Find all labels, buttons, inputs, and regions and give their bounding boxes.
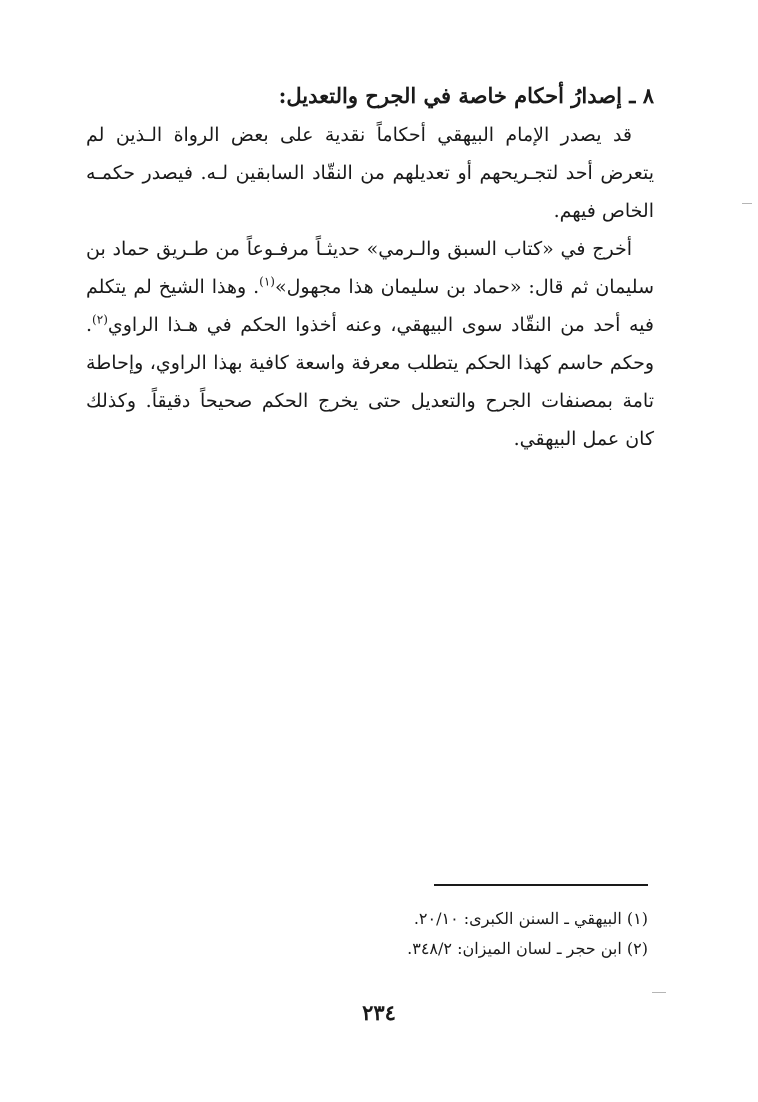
page-number: ٢٣٤ [362,1000,396,1025]
paragraph-2 [86,230,654,458]
paragraph-1 [86,116,654,230]
paragraph-2-part-2: . وهذا الشيخ لم يتكلم فيه أحد من النقّاد سوى البيهقي، وعنه أخذوا الحكم في هـذا الراوي [86,276,654,336]
footnote-ref-1: (١) [259,274,275,289]
footnote-1: (١) البيهقي ـ السنن الكبرى: ٢٠/١٠. [413,909,648,928]
paragraph-2-part-3: . وحكم حاسم كهذا الحكم يتطلب معرفة واسعة كافية بهذا الراوي، وإحاطة تامة بمصنفات الجرح والتعديل حتى يخرج الحكم صحيحاً دقيقاً. وكذلك كان عمل البيهقي. [86,314,654,450]
scan-artifact-mark [742,203,752,204]
paragraph-1-text: قد يصدر الإمام البيهقي أحكاماً نقدية على بعض الرواة الـذين لم يتعرض أحد لتجـريحهم أو تعديلهم من النقّاد السابقين لـه. فيصدر حكمـه الخاص فيهم. [86,124,654,222]
footnote-ref-2: (٢) [92,312,108,327]
scan-artifact-mark [652,992,666,993]
section-heading: ٨ ـ إصدارُ أحكام خاصة في الجرح والتعديل: [278,83,654,108]
paragraph-2-text [86,230,654,458]
footnotes [86,904,648,964]
paragraph-2-part-1: أخرج في «كتاب السبق والـرمي» حديثـاً مرفـوعاً من طـريق حماد بن سليمان ثم قال: «حماد بن سليمان هذا مجهول» [86,238,654,298]
footnote-divider [434,884,648,886]
footnote-2: (٢) ابن حجر ـ لسان الميزان: ٣٤٨/٢. [407,939,648,958]
